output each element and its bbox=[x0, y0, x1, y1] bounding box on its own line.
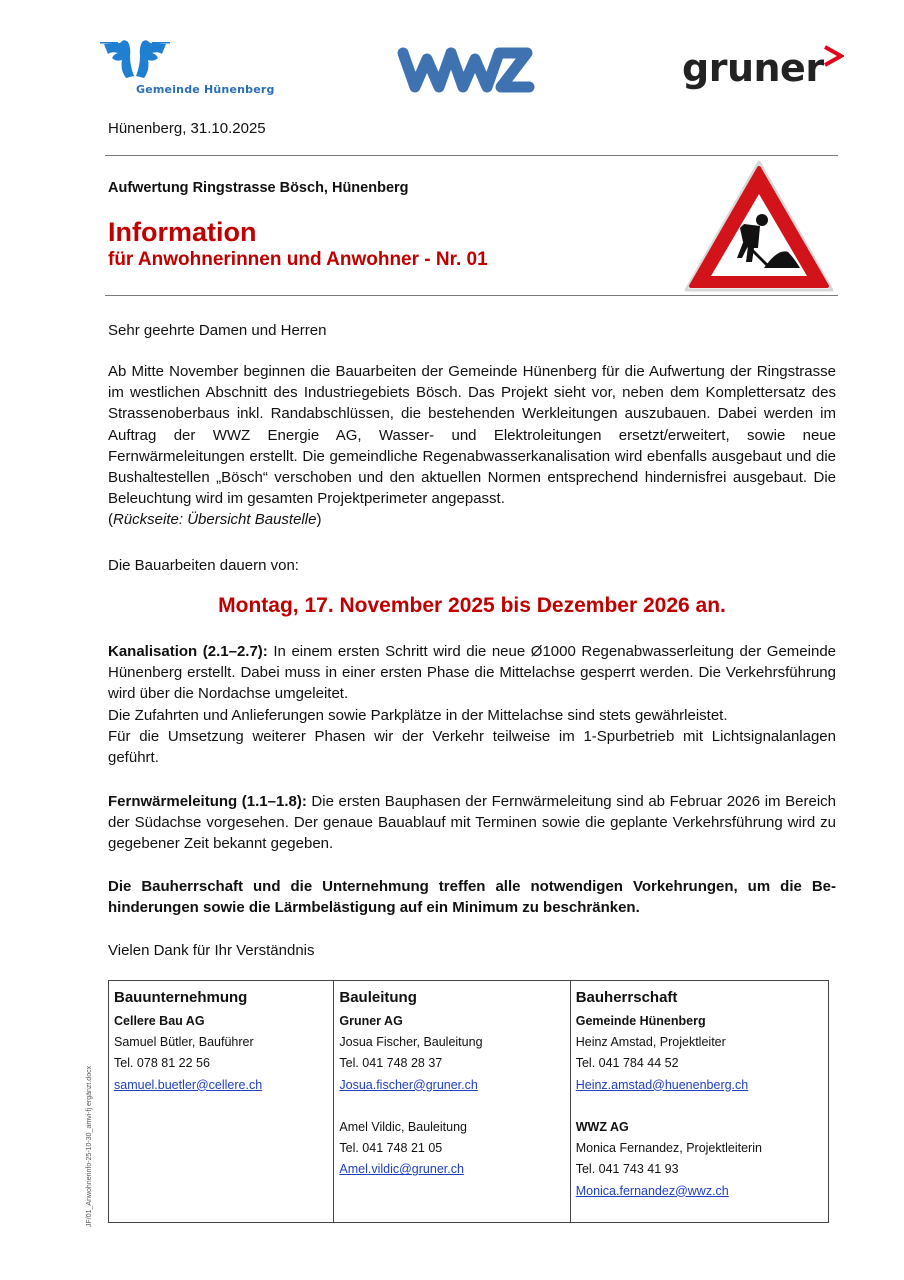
kanalisation-text: In einem ersten Schritt wird die neue Ø1000 Regenabwasserleitung der Gemeinde Hünenberg erstellt. Dabei muss in einer ersten Phase die Mittelachse gesperrt werden. Die Verkehrsführung wird über die Nordachse umgeleitet. bbox=[108, 643, 836, 703]
contact-person: Monica Fernandez, Projektleiterin bbox=[575, 1141, 762, 1156]
duration-label: Die Bauarbeiten dauern von: bbox=[108, 557, 299, 574]
date-line: Hünenberg, 31.10.2025 bbox=[108, 120, 266, 137]
spacer bbox=[576, 1096, 823, 1117]
contact-column-bauherrschaft bbox=[570, 981, 828, 1222]
contact-email-link[interactable]: Josua.fischer@gruner.ch bbox=[339, 1077, 478, 1092]
kanalisation-paragraph bbox=[108, 641, 836, 768]
backside-note: Rückseite: Übersicht Baustelle bbox=[113, 511, 317, 529]
kanalisation-label: Kanalisation (2.1–2.7): bbox=[108, 643, 268, 660]
contact-person: Samuel Bütler, Bauführer bbox=[114, 1035, 254, 1050]
greeting: Sehr geehrte Damen und Herren bbox=[108, 322, 327, 339]
fernwaerme-text: Die ersten Bauphasen der Fernwärmeleitung sind ab Februar 2026 im Bereich der Südachse vorgesehen. Der genaue Bauablauf mit Terminen sowie die geplante Verkehrsführung wird zu gegebener Zeit bekannt gegeben. bbox=[108, 793, 836, 853]
contact-column-bauunternehmung bbox=[109, 981, 333, 1222]
column-heading: Bauherrschaft bbox=[575, 989, 678, 1006]
divider-top bbox=[105, 155, 838, 156]
contact-org: Cellere Bau AG bbox=[114, 1014, 205, 1028]
contact-email-link[interactable]: Amel.vildic@gruner.ch bbox=[339, 1162, 464, 1177]
contact-phone: Tel. 041 743 41 93 bbox=[575, 1162, 679, 1177]
page-title: Information bbox=[108, 217, 257, 247]
page-subtitle: für Anwohnerinnen und Anwohner - Nr. 01 bbox=[108, 249, 488, 270]
contact-email-link[interactable]: Monica.fernandez@wwz.ch bbox=[575, 1183, 729, 1198]
fernwaerme-label: Fernwärmeleitung (1.1–1.8): bbox=[108, 793, 307, 810]
contact-phone: Tel. 078 81 22 56 bbox=[114, 1056, 210, 1071]
contact-email-link[interactable]: samuel.buetler@cellere.ch bbox=[114, 1077, 263, 1092]
paren-open: ( bbox=[108, 511, 113, 529]
duration-highlight: Montag, 17. November 2025 bis Dezember 2026 an. bbox=[218, 594, 726, 617]
contact-person: Heinz Amstad, Projektleiter bbox=[575, 1035, 726, 1050]
unicorn-crest-icon bbox=[100, 36, 170, 82]
contact-person: Amel Vildic, Bauleitung bbox=[339, 1120, 467, 1134]
contact-person: Josua Fischer, Bauleitung bbox=[339, 1035, 483, 1050]
project-name: Aufwertung Ringstrasse Bösch, Hünenberg bbox=[108, 180, 409, 196]
intro-paragraph bbox=[108, 361, 836, 531]
contact-phone: Tel. 041 748 28 37 bbox=[339, 1056, 443, 1071]
contact-phone: Tel. 041 784 44 52 bbox=[575, 1056, 679, 1071]
divider-bottom bbox=[105, 295, 838, 296]
roadworks-warning-sign-icon bbox=[682, 158, 836, 296]
contact-org: WWZ AG bbox=[575, 1120, 629, 1134]
spacer bbox=[339, 1096, 564, 1117]
fernwaerme-paragraph bbox=[108, 791, 836, 855]
wwz-logo bbox=[395, 45, 535, 95]
gemeinde-logo-text: Gemeinde Hünenberg bbox=[136, 83, 275, 96]
kanalisation-line2: Die Zufahrten und Anlieferungen sowie Parkplätze in der Mittelachse sind stets gewährleistet. bbox=[108, 706, 728, 724]
contact-column-bauleitung bbox=[333, 981, 569, 1222]
gemeinde-huenenberg-logo bbox=[100, 36, 275, 98]
file-reference: JF/01_Anwohnerinfo-25-10-30_amvi-fj ergänzt.docx bbox=[86, 1065, 93, 1227]
contact-org: Gruner AG bbox=[339, 1014, 403, 1028]
contact-email-link[interactable]: Heinz.amstad@huenenberg.ch bbox=[575, 1077, 749, 1092]
column-heading: Bauunternehmung bbox=[114, 989, 248, 1006]
column-heading: Bauleitung bbox=[339, 989, 417, 1006]
gruner-logo bbox=[682, 44, 847, 98]
thanks-line: Vielen Dank für Ihr Verständnis bbox=[108, 942, 315, 959]
gruner-logo-text: gruner bbox=[682, 46, 824, 90]
contact-org: Gemeinde Hünenberg bbox=[575, 1014, 706, 1028]
paren-close: ) bbox=[316, 511, 322, 529]
kanalisation-line3: Für die Umsetzung weiterer Phasen wir der Verkehr teilweise im 1-Spurbetrieb mit Lichtsignalanlagen geführt. bbox=[108, 727, 836, 767]
contact-phone: Tel. 041 748 21 05 bbox=[339, 1141, 443, 1156]
gruner-chevron-icon bbox=[822, 44, 844, 68]
intro-text: Ab Mitte November beginnen die Bauarbeiten der Gemeinde Hünenberg für die Aufwertung der Ringstrasse im westlichen Abschnitt des Industriegebiets Bösch. Das Projekt sieht vor, neben dem Komplettersatz des Strassenoberbaus inkl. Randabschlüssen, die bestehenden Werkleitungen auszubauen. Dabei werden im Auftrag der WWZ Energie AG, Wasser- und Elektroleitungen ersetzt/erweitert, sowie neue Fernwärmeleitungen erstellt. Die gemeindliche Regenabwasserkanalisation wird ebenfalls ausgebaut und die Bushaltestellen „Bösch“ verschoben und den aktuellen Normen entsprechend hindernisfrei ausgebaut. Die Beleuchtung wird im gesamten Projektperimeter angepasst. bbox=[108, 363, 836, 508]
contacts-table bbox=[108, 980, 829, 1223]
precaution-note: Die Bauherrschaft und die Unternehmung treffen alle notwendigen Vorkehrungen, um die Behinderungen sowie die Lärmbelästigung auf ein Minimum zu beschränken. bbox=[108, 878, 836, 917]
